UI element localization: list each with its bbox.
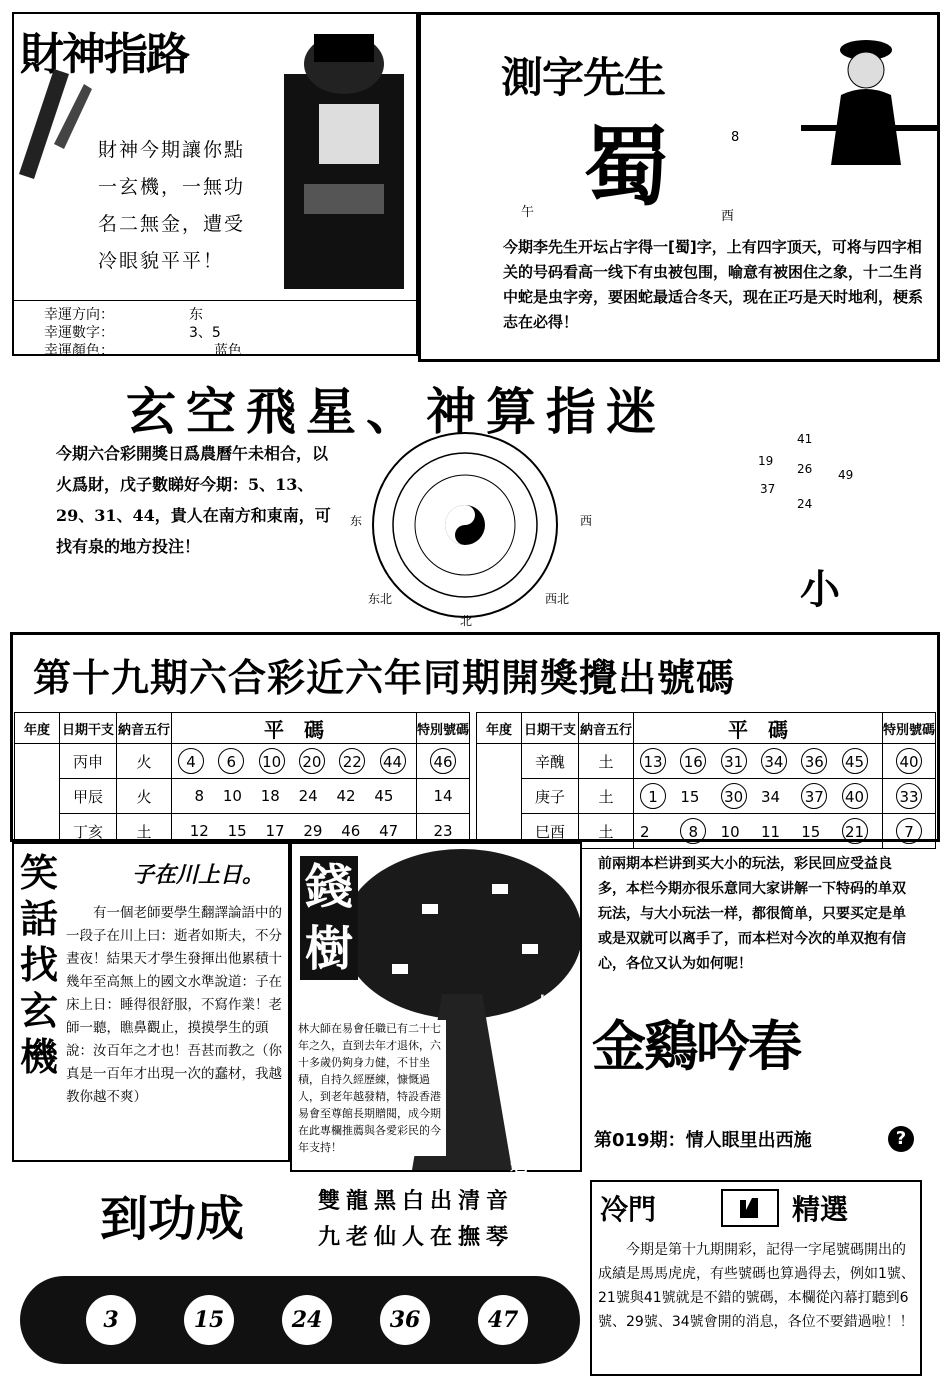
lucky-number-row: 幸運數字： 3、5 xyxy=(44,325,221,341)
caishen-rows xyxy=(44,306,242,360)
dir-north: 北 xyxy=(460,614,473,628)
mark-wu: 午 xyxy=(521,205,535,220)
col-year: 年度 xyxy=(15,713,60,744)
tree-vertical-text: 请用放大镜细看 xyxy=(510,1023,530,1179)
caishen-figure-image xyxy=(264,14,414,294)
success-title: 到功成 xyxy=(100,1191,245,1247)
star-num-19: 19 xyxy=(758,454,774,468)
table-row: 甲辰 火 8 10 18 24 42 45 14 xyxy=(15,779,470,814)
history-table-left xyxy=(14,712,470,849)
jinji-issue: 第019期：情人眼里出西施 xyxy=(594,1130,812,1151)
tree-panel xyxy=(290,842,582,1179)
joke-panel xyxy=(12,842,290,1162)
cezi-character: 蜀 xyxy=(583,117,669,218)
table-row: 辛醜 土 13 16 31 34 36 45 40 xyxy=(477,744,936,779)
star-num-49: 49 xyxy=(838,468,854,482)
joke-text: 有一個老師要學生翻譯論語中的一段子在川上曰：逝者如斯夫，不分晝夜！結果天才學生發揮出他累積十幾年至高無上的國文水準說道：子在床上日：睡得很舒服，不寫作業！老師一聽，瞧鼻觀止，摸摸學生的頭說：汝百年之才也！吾甚而教之（你真是一百年才出現一次的蠢材，我越教你越不爽） xyxy=(66,905,282,1105)
dir-northwest: 西北 xyxy=(545,592,570,606)
cezi-text: 今期李先生开坛占字得一[蜀]字，上有四字顶天，可将与四字相关的号码看高一线下有虫被包围，喻意有被困住之象，十二生肖中蛇是虫字旁，要困蛇最适合冬天，现在正巧是天时地利，梗系志在必得！ xyxy=(503,238,924,331)
tree-vertical-text-2: 树上钱币暗藏玄机 xyxy=(538,993,558,1171)
dir-west: 西 xyxy=(580,514,593,528)
table-row: 丁亥 土 12 15 17 29 46 47 23 xyxy=(15,814,470,849)
question-icon: ? xyxy=(888,1126,914,1152)
caishen-title: 財神指路 xyxy=(20,29,188,80)
mark-you: 酉 xyxy=(721,209,735,224)
lucky-direction-row: 幸運方向： 东 xyxy=(44,307,203,323)
caishen-text: 財神今期讓你點一玄機，一無功名二無金，遭受冷眼貌平平！ xyxy=(98,139,246,272)
dir-east: 东 xyxy=(350,514,363,528)
success-poem-1: 雙龍黑白出清音 xyxy=(318,1188,515,1214)
lucky-ball: 24 xyxy=(268,1281,346,1359)
dir-northeast: 东北 xyxy=(368,592,393,606)
tree-text: 林大師在易會任職已有二十七年之久，直到去年才退休，六十多歲仍夠身力健，不甘坐積，自持久經歷練，慷慨過人，到老年越發精，特設香港易會至尊館長期贈閱，成今期在此專欄推薦與各愛彩民的今年支持！ xyxy=(298,1020,446,1156)
cezi-panel xyxy=(418,12,940,362)
star-num-24: 24 xyxy=(797,497,813,511)
star-num-26: 26 xyxy=(797,462,813,476)
star-num-41: 41 xyxy=(797,432,813,446)
lengmen-panel xyxy=(590,1180,922,1376)
brush-strokes-image xyxy=(14,64,94,184)
lucky-ball: 47 xyxy=(464,1281,542,1359)
table-row: 庚子 土 1 15 30 34 37 40 33 xyxy=(477,779,936,814)
bagua-compass-image xyxy=(370,430,560,620)
lengmen-title-b: 精選 xyxy=(792,1193,849,1226)
lengmen-text: 今期是第十九期開彩，記得一字尾號碼開出的成績是馬馬虎虎，有些號碼也算過得去，例如1號、21號與41號就是不錯的號碼，本欄從內幕打聽到6號、29號、34號會開的消息，各位不要錯過啦！！ xyxy=(598,1242,915,1330)
hand-icon xyxy=(720,1188,780,1228)
feixing-text: 今期六合彩開獎日爲農曆午未相合，以火爲財，戊子數睇好今期：5、13、29、31、44，貴人在南方和東南，可找有泉的地方投注！ xyxy=(56,444,331,556)
star-num-37: 37 xyxy=(760,482,776,496)
table-row: 巳酉 土 2 8 10 11 15 21 7 xyxy=(477,814,936,849)
caishen-panel xyxy=(12,12,418,359)
table-row: 丙申 火 4 6 10 20 22 44 46 xyxy=(15,744,470,779)
col-ganzhi: 日期干支 xyxy=(60,713,117,744)
caishen-divider xyxy=(14,300,416,301)
jinji-text: 前兩期本栏讲到买大小的玩法，彩民回应受益良多，本栏今期亦很乐意同大家讲解一下特码的单双玩法，与大小玩法一样，都很简单，只要买定是单或是双就可以离手了，而本栏对今次的单双抱有信心，各位又认为如何呢！ xyxy=(598,856,906,972)
lucky-color-row: 幸運顏色： 蓝色 xyxy=(44,343,242,359)
col-numbers: 平 碼 xyxy=(172,713,417,744)
lengmen-title-a: 冷門 xyxy=(600,1193,657,1226)
mark-8: 8 xyxy=(731,130,740,145)
lucky-ball: 15 xyxy=(170,1281,248,1359)
fortune-teller-image xyxy=(751,15,939,165)
lucky-ball: 3 xyxy=(72,1281,150,1359)
cezi-title: 測字先生 xyxy=(501,53,666,102)
joke-title: 子在川上日。 xyxy=(132,863,265,888)
history-table-right: 年度 日期干支 納音五行 平 碼 特別號碼 辛醜 土 13 16 31 34 36 45 40 庚子 土 1 15 30 34 37 40 33 巳酉 土 2 8 10 11 15 21 7 xyxy=(476,712,936,849)
lucky-ball: 36 xyxy=(366,1281,444,1359)
jinji-title: 金鷄吟春 xyxy=(592,1015,800,1078)
feixing-title: 玄空飛星、神算指迷 xyxy=(126,383,666,441)
joke-side-title: 笑話找玄機 xyxy=(20,851,59,1079)
col-special: 特別號碼 xyxy=(417,713,470,744)
tree-title: 錢樹 xyxy=(300,856,358,980)
small-char: 小 xyxy=(800,567,840,613)
history-title: 第十九期六合彩近六年同期開獎攪出號碼 xyxy=(33,656,736,700)
col-wuxing: 納音五行 xyxy=(117,713,172,744)
success-poem-2: 九老仙人在撫琴 xyxy=(318,1224,515,1250)
